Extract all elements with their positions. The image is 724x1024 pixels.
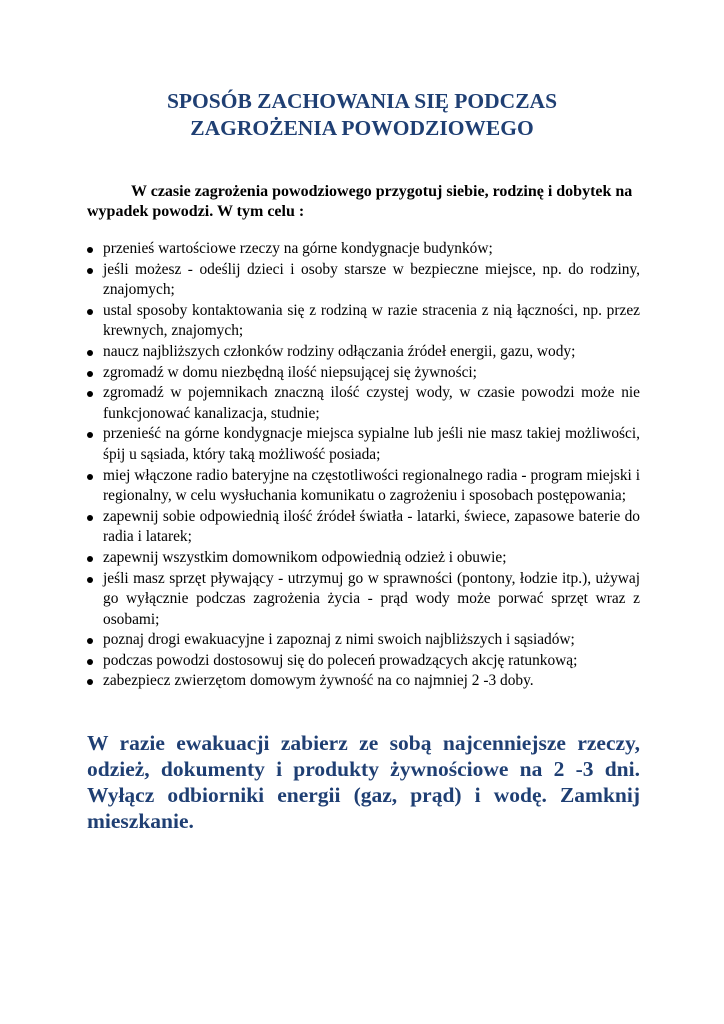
list-item bbox=[86, 651, 640, 672]
list-item bbox=[86, 671, 640, 692]
list-item-text: miej włączone radio bateryjne na częstotliwości regionalnego radia - program miejski i regionalny, w celu wysłuchania komunikatu o zagrożeniu i sposobach postępowania; bbox=[103, 466, 640, 505]
bullet-icon bbox=[87, 268, 93, 274]
bullet-icon bbox=[87, 638, 93, 644]
list-item bbox=[86, 260, 640, 301]
bullet-icon bbox=[87, 309, 93, 315]
intro-text: W czasie zagrożenia powodziowego przygotuj siebie, rodzinę i dobytek na wypadek powodzi. W tym celu : bbox=[87, 183, 633, 220]
list-item bbox=[86, 239, 640, 260]
bullet-icon bbox=[87, 350, 93, 356]
title-line-2: ZAGROŻENIA POWODZIOWEGO bbox=[190, 116, 534, 140]
bullet-icon bbox=[87, 679, 93, 685]
bullet-icon bbox=[87, 515, 93, 521]
list-item-text: podczas powodzi dostosowuj się do poleceń prowadzących akcję ratunkową; bbox=[103, 651, 578, 669]
list-item bbox=[86, 548, 640, 569]
list-item-text: zapewnij sobie odpowiednią ilość źródeł światła - latarki, świece, zapasowe baterie do radia i latarek; bbox=[103, 507, 640, 546]
list-item bbox=[86, 301, 640, 342]
list-item-text: zgromadź w domu niezbędną ilość niepsującej się żywności; bbox=[103, 363, 477, 381]
list-item bbox=[86, 569, 640, 631]
list-item-text: poznaj drogi ewakuacyjne i zapoznaj z nimi swoich najbliższych i sąsiadów; bbox=[103, 631, 575, 649]
list-item-text: zgromadź w pojemnikach znaczną ilość czystej wody, w czasie powodzi może nie funkcjonować kanalizacja, studnie; bbox=[103, 384, 640, 422]
title-line-1: SPOSÓB ZACHOWANIA SIĘ PODCZAS bbox=[166, 89, 558, 113]
bullet-icon bbox=[87, 577, 93, 583]
list-item bbox=[86, 507, 640, 548]
list-item bbox=[86, 342, 640, 363]
list-item-text: przenieś wartościowe rzeczy na górne kondygnacje budynków; bbox=[103, 240, 493, 257]
page-title bbox=[60, 88, 664, 142]
list-item bbox=[86, 383, 640, 424]
bullet-icon bbox=[87, 659, 93, 665]
list-item bbox=[86, 630, 640, 651]
list-item-text: jeśli możesz - odeślij dzieci i osoby starsze w bezpieczne miejsce, np. do rodziny, znajomych; bbox=[103, 260, 640, 299]
list-item-text: jeśli masz sprzęt pływający - utrzymuj go w sprawności (pontony, łodzie itp.), używaj go wyłącznie podczas zagrożenia życia - prąd wody może porwać sprzęt wraz z osobami; bbox=[103, 569, 640, 628]
list-item bbox=[86, 466, 640, 507]
bullet-icon bbox=[87, 371, 93, 377]
list-item-text: przenieść na górne kondygnacje miejsca sypialne lub jeśli nie masz takiej możliwości, śpij u sąsiada, który taką możliwość posiada; bbox=[103, 425, 640, 463]
evacuation-paragraph: W razie ewakuacji zabierz ze sobą najcenniejsze rzeczy, odzież, dokumenty i produkty żywnościowe na 2 -3 dni. Wyłącz odbiorniki energii (gaz, prąd) i wodę. Zamknij mieszkanie. bbox=[87, 731, 640, 833]
intro-paragraph bbox=[87, 182, 647, 222]
list-item bbox=[86, 363, 640, 384]
list-item bbox=[86, 424, 640, 465]
bullet-icon bbox=[87, 432, 93, 438]
list-item-text: zabezpiecz zwierzętom domowym żywność na co najmniej 2 -3 doby. bbox=[103, 672, 534, 690]
bullet-icon bbox=[87, 556, 93, 562]
list-item-text: naucz najbliższych członków rodziny odłączania źródeł energii, gazu, wody; bbox=[103, 342, 576, 360]
list-item-text: ustal sposoby kontaktowania się z rodziną w razie stracenia z nią łączności, np. przez krewnych, znajomych; bbox=[103, 301, 640, 340]
bullet-icon bbox=[87, 391, 93, 397]
instructions-list bbox=[86, 239, 640, 692]
bullet-icon bbox=[87, 247, 93, 253]
list-item-text: zapewnij wszystkim domownikom odpowiednią odzież i obuwie; bbox=[103, 548, 507, 566]
bullet-icon bbox=[87, 474, 93, 480]
